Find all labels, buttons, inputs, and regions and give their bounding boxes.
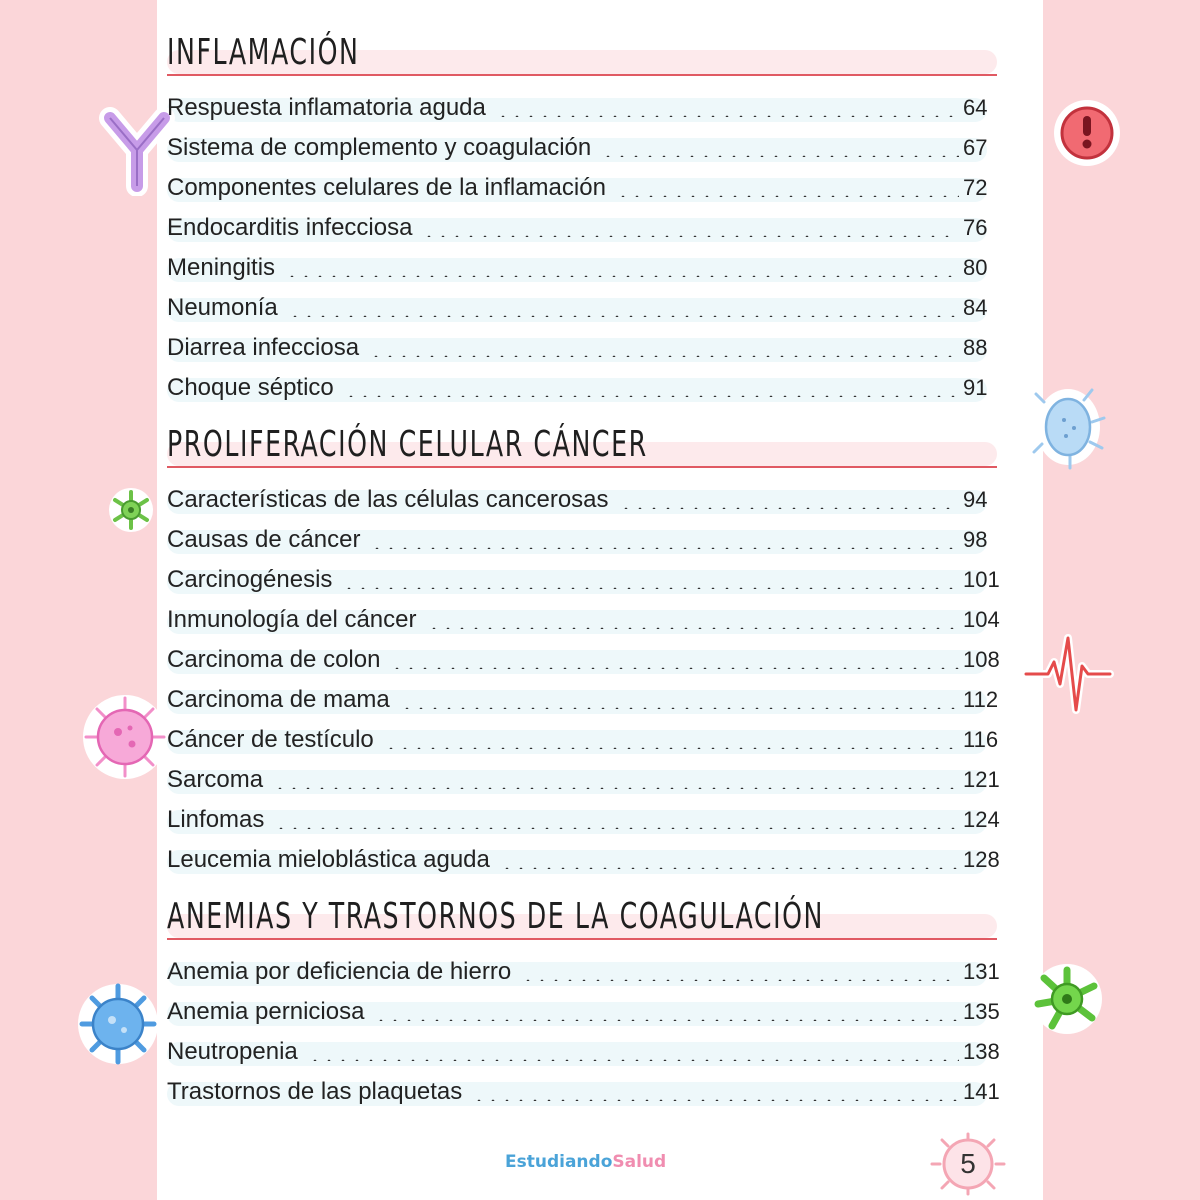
- entry-title: Leucemia mieloblástica aguda: [167, 846, 490, 873]
- entry-title: Anemia perniciosa: [167, 998, 365, 1025]
- entry-page-number: 116: [963, 727, 999, 752]
- entry-page-number: 121: [963, 767, 1000, 792]
- entry-title: Linfomas: [167, 806, 265, 833]
- alert-icon: [1052, 98, 1122, 168]
- dot-leader: [496, 115, 959, 117]
- entry-highlight: [167, 258, 987, 282]
- entry-title: Cáncer de testículo: [167, 726, 374, 753]
- entry-title: Carcinogénesis: [167, 566, 333, 593]
- toc-entry[interactable]: [167, 760, 1000, 800]
- brand-logo: EstudiandoSalud: [505, 1152, 667, 1172]
- entry-page-number: 76: [963, 215, 988, 240]
- dot-leader: [308, 1059, 959, 1061]
- entry-page-number: 88: [963, 335, 988, 360]
- section-divider: [167, 466, 997, 468]
- toc-section-proliferacion: [167, 424, 1000, 880]
- entry-page-number: 80: [963, 255, 988, 280]
- entry-title: Sistema de complemento y coagulación: [167, 134, 592, 161]
- dot-leader: [400, 707, 959, 709]
- entry-title: Choque séptico: [167, 374, 334, 401]
- entry-page-number: 135: [963, 999, 1000, 1024]
- toc-entry[interactable]: [167, 520, 997, 560]
- section-divider: [167, 938, 997, 940]
- toc-entry[interactable]: [167, 800, 1000, 840]
- entry-title: Diarrea infecciosa: [167, 334, 360, 361]
- toc-entries: [167, 952, 1000, 1112]
- dot-leader: [427, 627, 960, 629]
- toc-entry[interactable]: [167, 168, 997, 208]
- entry-page-number: 64: [963, 95, 988, 120]
- toc-section-inflamacion: [167, 32, 997, 408]
- toc-entry[interactable]: [167, 600, 1000, 640]
- section-heading: [167, 424, 997, 466]
- entry-title: Endocarditis infecciosa: [167, 214, 413, 241]
- heartbeat-icon: [1022, 632, 1114, 714]
- toc-entry[interactable]: [167, 992, 1000, 1032]
- entry-page-number: 131: [963, 959, 1000, 984]
- virus-icon: [106, 486, 156, 534]
- dot-leader: [344, 395, 959, 397]
- dot-leader: [422, 235, 959, 237]
- germ-icon: [80, 690, 170, 784]
- entry-title: Características de las células cancerosas: [167, 486, 609, 513]
- toc-entry[interactable]: [167, 952, 1000, 992]
- entry-highlight: [167, 810, 987, 834]
- entry-title: Neumonía: [167, 294, 278, 321]
- entry-title: Componentes celulares de la inflamación: [167, 174, 606, 201]
- entry-page-number: 94: [963, 487, 988, 512]
- entry-page-number: 124: [963, 807, 1000, 832]
- toc-entry[interactable]: [167, 328, 997, 368]
- dot-leader: [273, 787, 959, 789]
- entry-page-number: 72: [963, 175, 988, 200]
- dot-leader: [472, 1099, 959, 1101]
- entry-page-number: 91: [963, 375, 988, 400]
- toc-entry[interactable]: [167, 720, 997, 760]
- page-number-badge: [928, 1132, 1008, 1196]
- toc-entry[interactable]: [167, 480, 997, 520]
- toc-entry[interactable]: [167, 248, 997, 288]
- entry-page-number: 138: [963, 1039, 1000, 1064]
- entry-title: Anemia por deficiencia de hierro: [167, 958, 512, 985]
- section-title: INFLAMACIÓN: [167, 32, 360, 73]
- section-heading: [167, 32, 997, 74]
- entry-highlight: [167, 770, 987, 794]
- dot-leader: [369, 355, 959, 357]
- entry-title: Trastornos de las plaquetas: [167, 1078, 463, 1105]
- dot-leader: [285, 275, 959, 277]
- page-number: 5: [960, 1148, 976, 1179]
- entry-page-number: 98: [963, 527, 988, 552]
- dot-leader: [500, 867, 959, 869]
- section-divider: [167, 74, 997, 76]
- entry-page-number: 112: [963, 687, 999, 712]
- entry-title: Sarcoma: [167, 766, 264, 793]
- section-title: ANEMIAS Y TRASTORNOS DE LA COAGULACIÓN: [167, 896, 824, 937]
- toc-entry[interactable]: [167, 1032, 1000, 1072]
- section-title: PROLIFERACIÓN CELULAR CÁNCER: [167, 424, 648, 465]
- dot-leader: [619, 507, 959, 509]
- entry-title: Carcinoma de mama: [167, 686, 390, 713]
- dot-leader: [521, 979, 959, 981]
- entry-title: Causas de cáncer: [167, 526, 361, 553]
- toc-entry[interactable]: [167, 560, 1000, 600]
- entry-page-number: 108: [963, 647, 1000, 672]
- toc-entry[interactable]: [167, 288, 997, 328]
- toc-entry[interactable]: [167, 128, 997, 168]
- document-page: [157, 0, 1043, 1200]
- toc-entry[interactable]: [167, 680, 997, 720]
- entry-title: Inmunología del cáncer: [167, 606, 417, 633]
- entry-highlight: [167, 298, 987, 322]
- dot-leader: [342, 587, 959, 589]
- dot-leader: [370, 547, 959, 549]
- toc-entries: [167, 88, 997, 408]
- entry-page-number: 141: [963, 1079, 1000, 1104]
- toc-entry[interactable]: [167, 840, 1000, 880]
- toc-entries: [167, 480, 1000, 880]
- entry-title: Neutropenia: [167, 1038, 298, 1065]
- microbe-icon: [1030, 962, 1104, 1036]
- virus-icon: [76, 978, 160, 1070]
- entry-title: Carcinoma de colon: [167, 646, 381, 673]
- entry-page-number: 101: [963, 567, 1000, 592]
- toc-entry[interactable]: [167, 640, 1000, 680]
- entry-page-number: 104: [963, 607, 1000, 632]
- section-heading: [167, 896, 997, 938]
- dot-leader: [390, 667, 959, 669]
- dot-leader: [616, 195, 959, 197]
- toc-entry[interactable]: [167, 368, 997, 408]
- bacteria-icon: [1030, 382, 1110, 472]
- entry-page-number: 67: [963, 135, 988, 160]
- entry-title: Respuesta inflamatoria aguda: [167, 94, 486, 121]
- dot-leader: [601, 155, 959, 157]
- dot-leader: [374, 1019, 959, 1021]
- entry-title: Meningitis: [167, 254, 276, 281]
- toc-entry[interactable]: [167, 88, 997, 128]
- dot-leader: [288, 315, 959, 317]
- toc-entry[interactable]: [167, 208, 997, 248]
- dot-leader: [274, 827, 959, 829]
- toc-section-anemias: [167, 896, 1000, 1112]
- entry-page-number: 128: [963, 847, 1000, 872]
- entry-page-number: 84: [963, 295, 988, 320]
- toc-entry[interactable]: [167, 1072, 1000, 1112]
- dot-leader: [384, 747, 959, 749]
